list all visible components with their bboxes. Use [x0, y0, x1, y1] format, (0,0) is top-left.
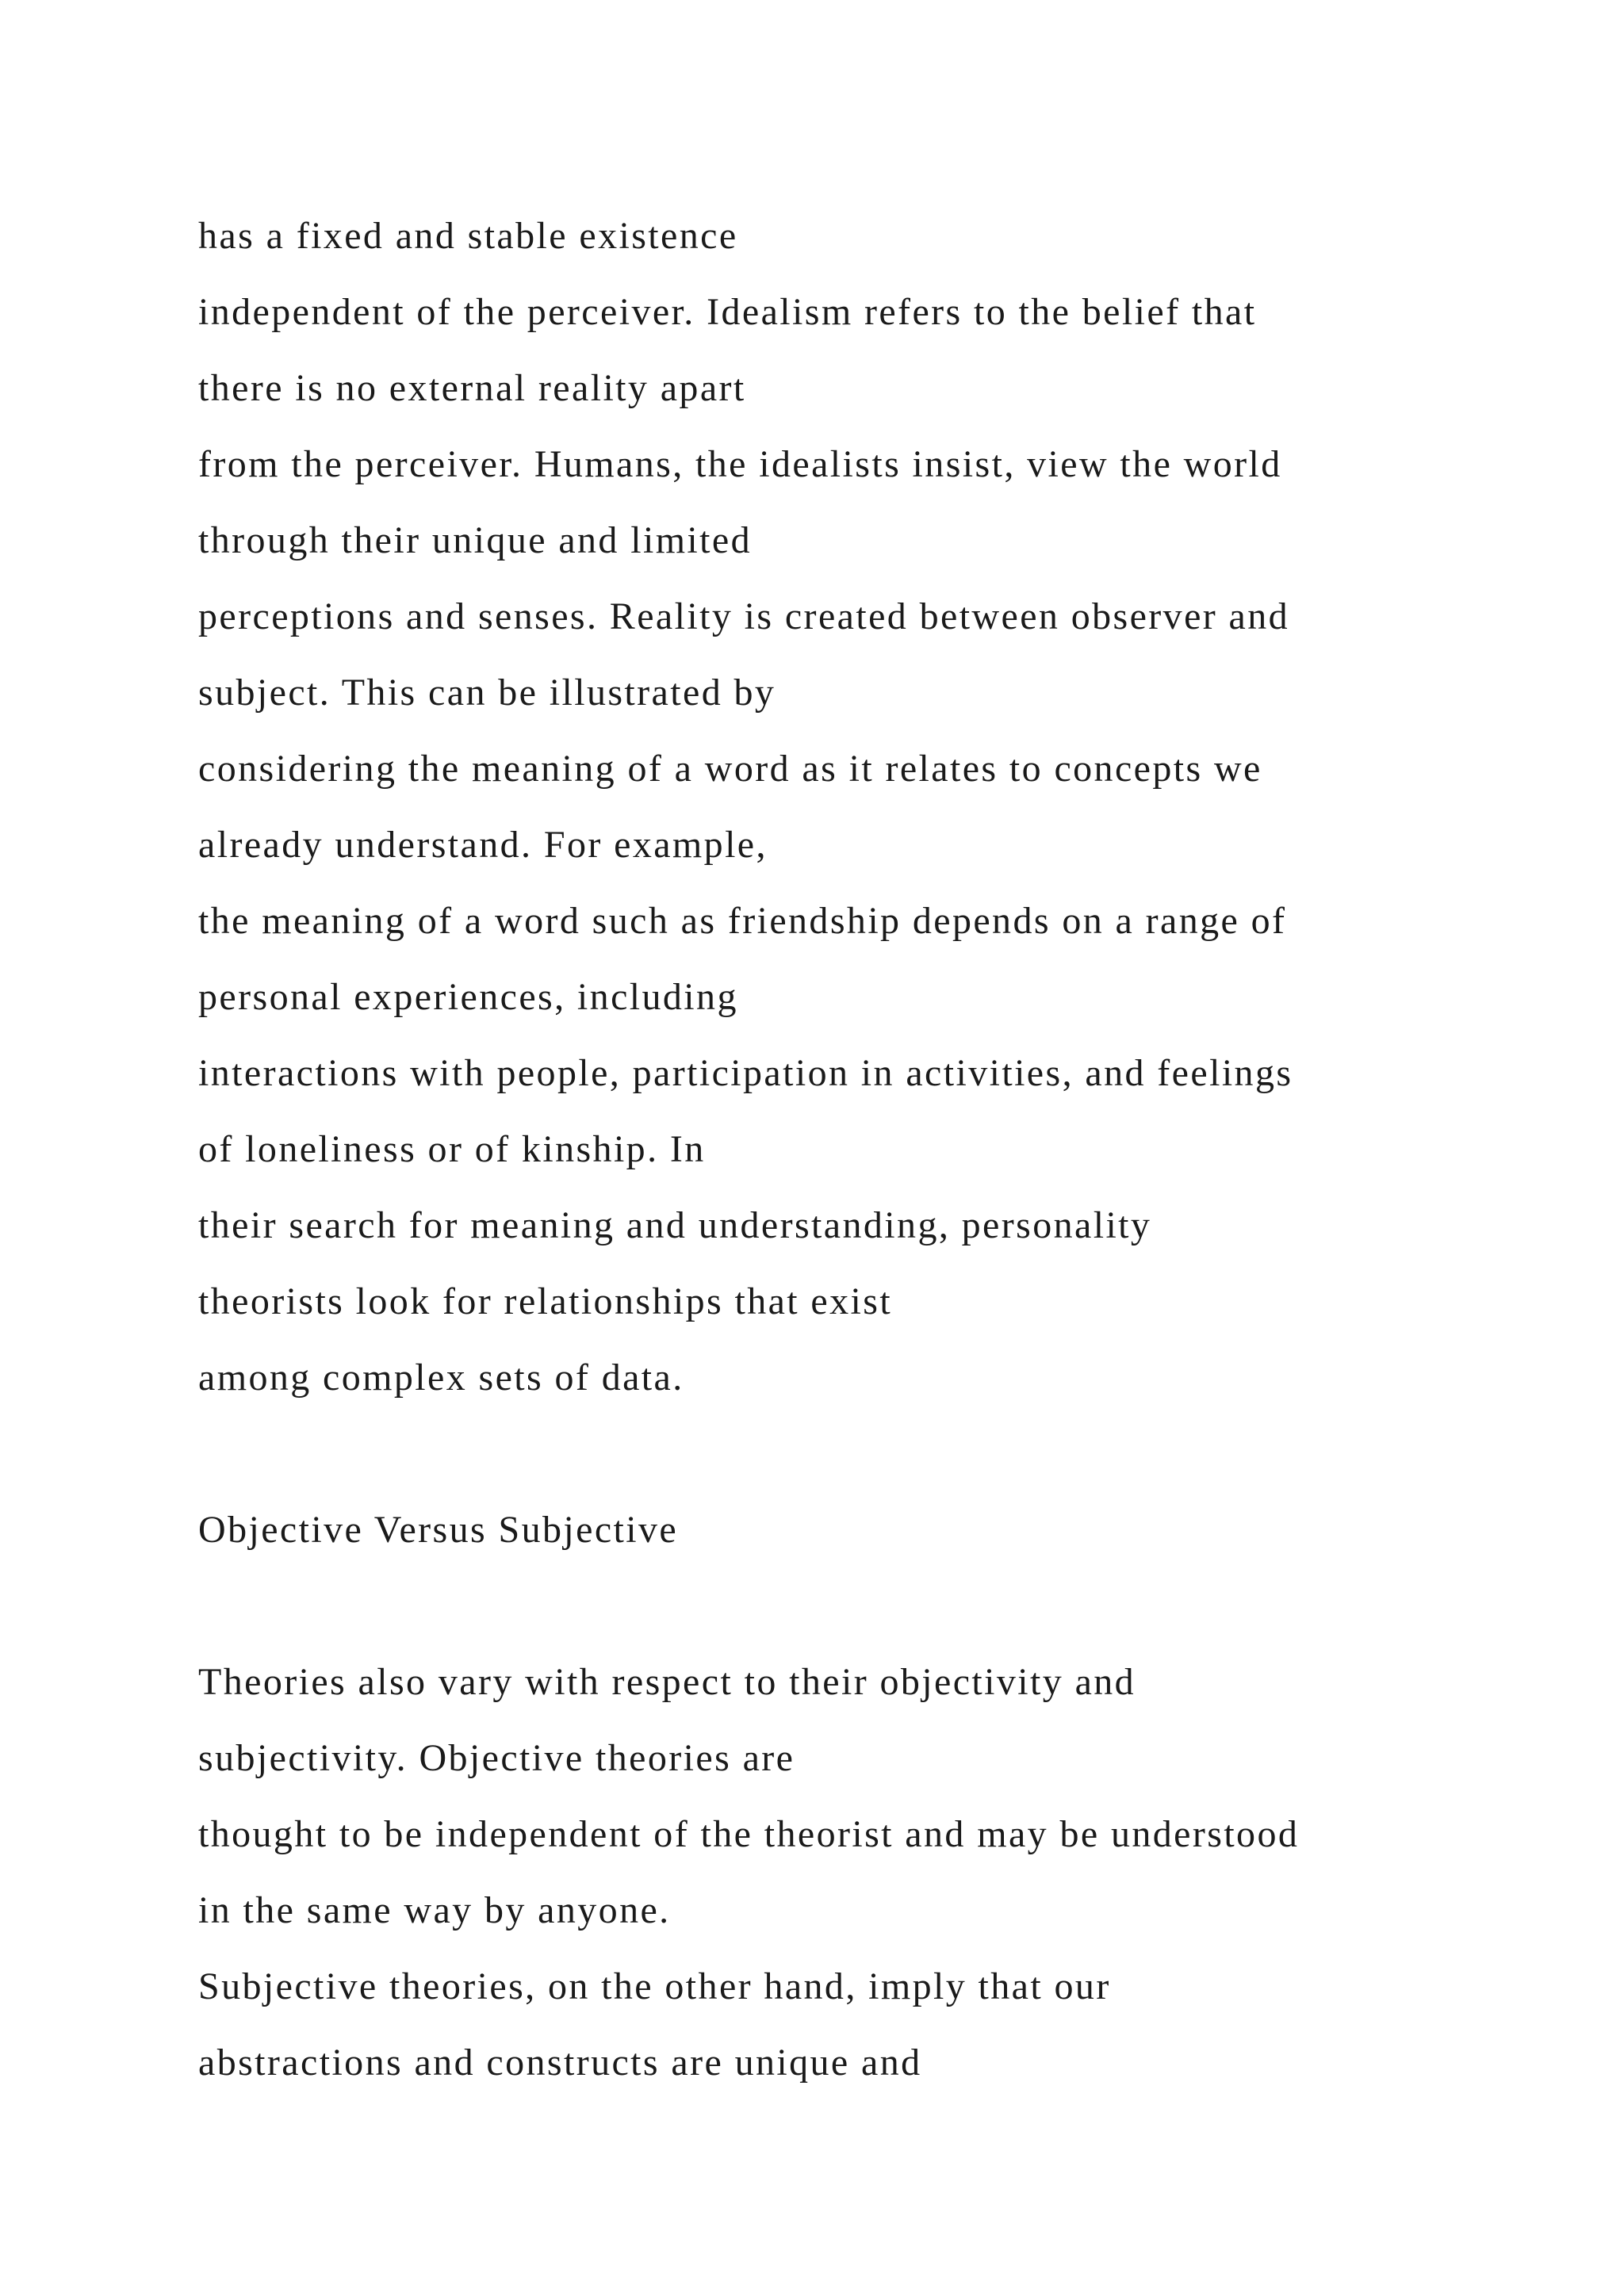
text-line: has a fixed and stable existence: [198, 215, 738, 257]
text-line: Subjective theories, on the other hand, imply that our: [198, 1965, 1111, 2007]
text-line: personal experiences, including: [198, 976, 738, 1018]
document-body: [198, 198, 1507, 2101]
text-line: their search for meaning and understanding, personality: [198, 1204, 1152, 1246]
text-line: through their unique and limited: [198, 519, 753, 561]
paragraph: [198, 1644, 1507, 2101]
blank-line: [198, 1568, 1507, 1644]
text-line: already understand. For example,: [198, 824, 768, 866]
text-line: among complex sets of data.: [198, 1357, 684, 1399]
section-heading: Objective Versus Subjective: [198, 1509, 679, 1551]
text-line: theorists look for relationships that exist: [198, 1280, 893, 1322]
text-line: of loneliness or of kinship. In: [198, 1128, 706, 1170]
text-line: interactions with people, participation in activities, and feelings: [198, 1052, 1293, 1094]
text-line: the meaning of a word such as friendship depends on a range of: [198, 900, 1287, 942]
text-line: perceptions and senses. Reality is created between observer and: [198, 595, 1290, 637]
text-line: in the same way by anyone.: [198, 1889, 671, 1931]
text-line: considering the meaning of a word as it relates to concepts we: [198, 748, 1262, 790]
text-line: thought to be independent of the theorist and may be understood: [198, 1813, 1300, 1855]
blank-line: [198, 1416, 1507, 1492]
text-line: Theories also vary with respect to their objectivity and: [198, 1661, 1136, 1703]
text-line: there is no external reality apart: [198, 367, 746, 409]
text-line: subjectivity. Objective theories are: [198, 1737, 795, 1779]
text-line: abstractions and constructs are unique and: [198, 2042, 922, 2084]
text-line: from the perceiver. Humans, the idealists insist, view the world: [198, 443, 1282, 485]
paragraph: [198, 198, 1507, 1416]
text-line: independent of the perceiver. Idealism refers to the belief that: [198, 291, 1257, 333]
text-line: subject. This can be illustrated by: [198, 672, 776, 714]
